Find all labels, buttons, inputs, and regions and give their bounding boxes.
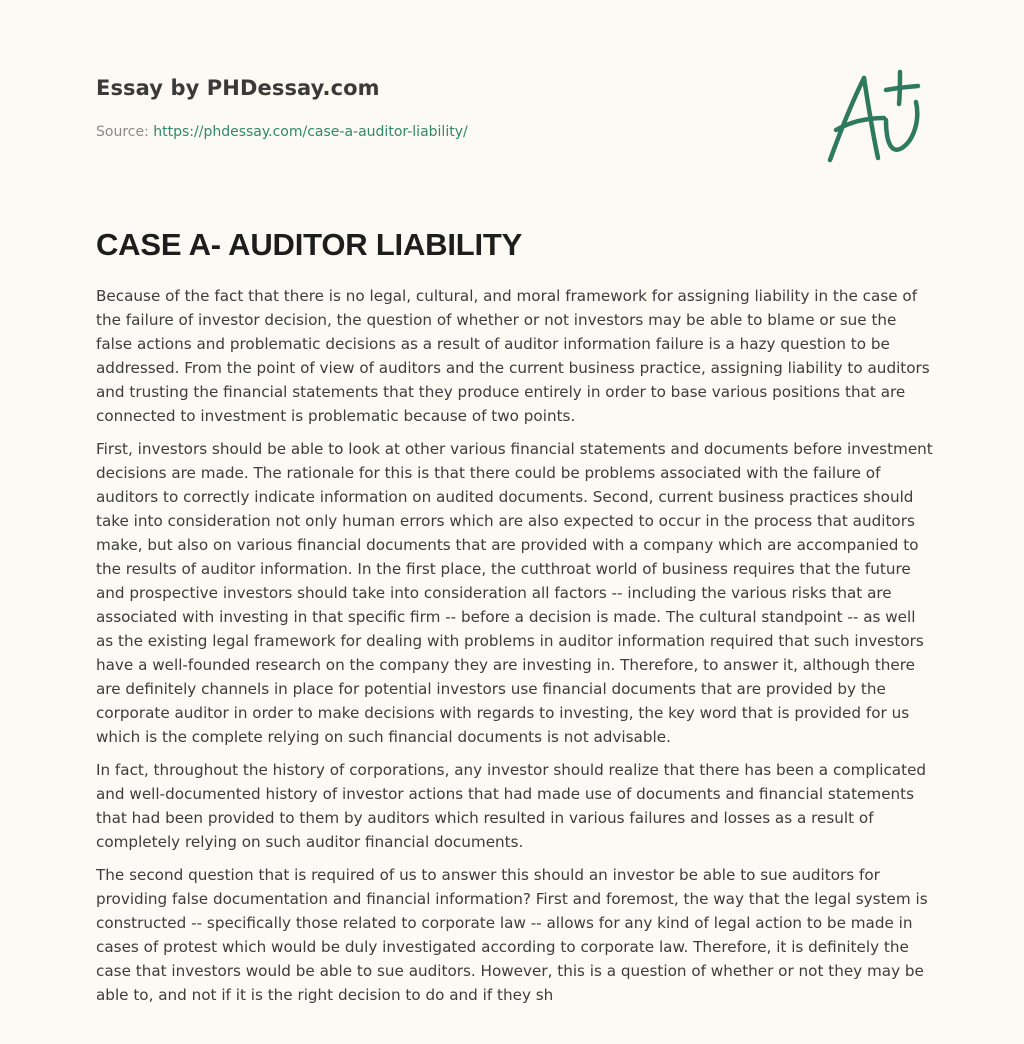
essay-paragraph: Because of the fact that there is no legal, cultural, and moral framework for assigning liability in the case of the failure of investor decision, the question of whether or not investors may be able to blame or sue the false actions and problematic decisions as a result of auditor information failure is a hazy question to be addressed. From the point of view of auditors and the current business practice, assigning liability to auditors and trusting the financial statements that they produce entirely in order to base various positions that are connected to investment is problematic because of two points. bbox=[96, 287, 930, 425]
a-plus-logo-icon bbox=[820, 68, 926, 164]
essay-paragraph: First, investors should be able to look at other various financial statements and documents before investment decisions are made. The rationale for this is that there could be problems associated with the failure of auditors to correctly indicate information on audited documents. Second, current business practices should take into consideration not only human errors which are also expected to occur in the process that auditors make, but also on various financial documents that are provided with a company which are accompanied to the results of auditor information. In the first place, the cutthroat world of business requires that the future and prospective investors should take into consideration all factors -- including the various risks that are associated with investing in that specific firm -- before a decision is made. The cultural standpoint -- as well as the existing legal framework for dealing with problems in auditor information required that such investors have a well-founded research on the company they are investing in. Therefore, to answer it, although there are definitely channels in place for potential investors use financial documents that are provided by the corporate auditor in order to make decisions with regards to investing, the key word that is provided for us which is the complete relying on such financial documents is not advisable. bbox=[96, 440, 933, 746]
site-title: Essay by PHDessay.com bbox=[96, 76, 380, 100]
source-link[interactable]: https://phdessay.com/case-a-auditor-liability/ bbox=[153, 124, 468, 140]
source-label: Source: bbox=[96, 124, 154, 140]
essay-paragraph: The second question that is required of us to answer this should an investor be able to sue auditors for providing false documentation and financial information? First and foremost, the way that the legal system is constructed -- specifically those related to corporate law -- allows for any kind of legal action to be made in cases of protest which would be duly investigated according to corporate law. Therefore, it is definitely the case that investors would be able to sue auditors. However, this is a question of whether or not they may be able to, and not if it is the right decision to do and if they sh bbox=[96, 866, 928, 1004]
essay-title: CASE A- AUDITOR LIABILITY bbox=[96, 227, 523, 262]
essay-body bbox=[96, 284, 936, 1036]
essay-paragraph: In fact, throughout the history of corporations, any investor should realize that there has been a complicated and well-documented history of investor actions that had made use of documents and financial statements that had been provided to them by auditors which resulted in various failures and losses as a result of completely relying on such auditor financial documents. bbox=[96, 761, 927, 851]
source-line bbox=[96, 124, 468, 140]
